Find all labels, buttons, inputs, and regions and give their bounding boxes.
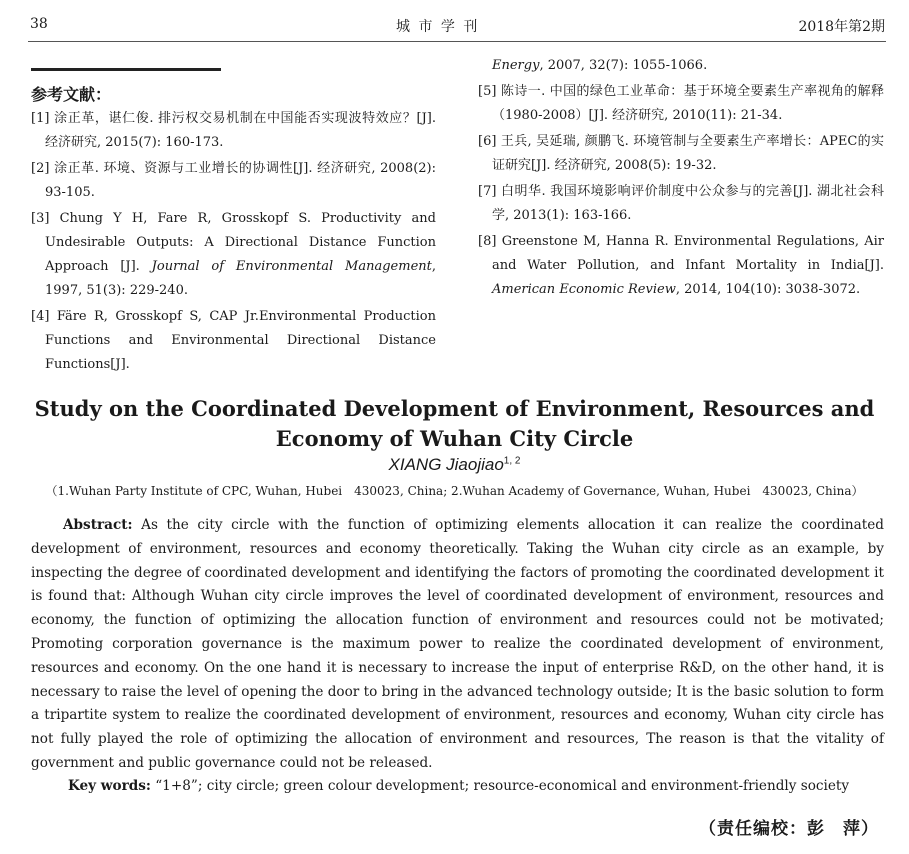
references-rule: [31, 68, 221, 71]
reference-item: [4] Färe R, Grosskopf S, CAP Jr.Environmental Production Functions and Environmental Directional Distance Functions[J].: [31, 309, 436, 372]
references-left-column: [31, 107, 436, 379]
header-rule: [28, 41, 886, 42]
reference-item: [8] Greenstone M, Hanna R. Environmental Regulations, Air and Water Pollution, and Infant Mortality in India[J]. American Economic Review, 2014, 104(10): 3038-3072.: [478, 234, 884, 297]
abstract-paragraph: [31, 514, 884, 776]
editor-credit: （责任编校：彭 萍）: [699, 819, 879, 839]
references-right-column: [478, 54, 884, 304]
journal-name: 城 市 学 刊: [396, 19, 480, 35]
article-title: Study on the Coordinated Development of Environment, Resources and Economy of Wuhan City Circle: [34, 396, 875, 451]
reference-item: [2] 涂正革. 环境、资源与工业增长的协调性[J]. 经济研究, 2008(2): 93-105.: [31, 161, 436, 200]
author-affiliation: （1.Wuhan Party Institute of CPC, Wuhan, Hubei 430023, China; 2.Wuhan Academy of Governance, Wuhan, Hubei 430023, China）: [45, 484, 864, 498]
author-name: XIANG Jiaojiao$^{1, 2}$: [388, 455, 521, 474]
page-number: 38: [30, 16, 48, 32]
references-heading: 参考文献：: [31, 85, 112, 104]
abstract-text: As the city circle with the function of optimizing elements allocation it can realize the coordinated development of environment, resources and economy theoretically. Taking the Wuhan city circle as an example, by inspecting the degree of coordinated development and identifying the factors of promoting the coordinated development it is found that: Although Wuhan city circle improves the level of coordinated development of environment, resources and economy, the function of optimizing the allocation function of environment and resources could not be motivated; Promoting corporation governance is the maximum power to realize the coordinated development of environment, resources and economy. On the one hand it is necessary to increase the input of enterprise R&D, on the other hand, it is necessary to raise the level of opening the door to bring in the advanced technology outside; It is the basic solution to form a tripartite system to realize the coordinated development of environment, resources and economy, Wuhan city circle has not fully played the role of optimizing the allocation of environment and resources, The reason is that the vitality of government and public governance could not be released.: [31, 517, 884, 771]
reference-item: [7] 白明华. 我国环境影响评价制度中公众参与的完善[J]. 湖北社会科学, 2013(1): 163-166.: [478, 184, 884, 223]
reference-continuation: Energy, 2007, 32(7): 1055-1066.: [492, 58, 708, 73]
issue-label: 2018年第2期: [798, 19, 885, 35]
keywords-text: “1+8”; city circle; green colour development; resource-economical and environment-friendly society: [155, 778, 850, 794]
reference-item: [3] Chung Y H, Fare R, Grosskopf S. Productivity and Undesirable Outputs: A Directional Distance Function Approach [J]. Journal of Environmental Management, 1997, 51(3): 229-240.: [31, 211, 436, 298]
keywords-line: [68, 778, 849, 794]
reference-item: [5] 陈诗一. 中国的绿色工业革命：基于环境全要素生产率视角的解释（1980-2008）[J]. 经济研究, 2010(11): 21-34.: [478, 84, 884, 123]
reference-item: [6] 王兵, 吴延瑞, 颜鹏飞. 环境管制与全要素生产率增长：APEC的实证研究[J]. 经济研究, 2008(5): 19-32.: [478, 134, 884, 173]
reference-item: [1] 涂正革，谌仁俊. 排污权交易机制在中国能否实现波特效应？[J]. 经济研究, 2015(7): 160-173.: [31, 111, 436, 150]
abstract-label: Abstract:: [63, 517, 133, 533]
keywords-label: Key words:: [68, 778, 151, 794]
